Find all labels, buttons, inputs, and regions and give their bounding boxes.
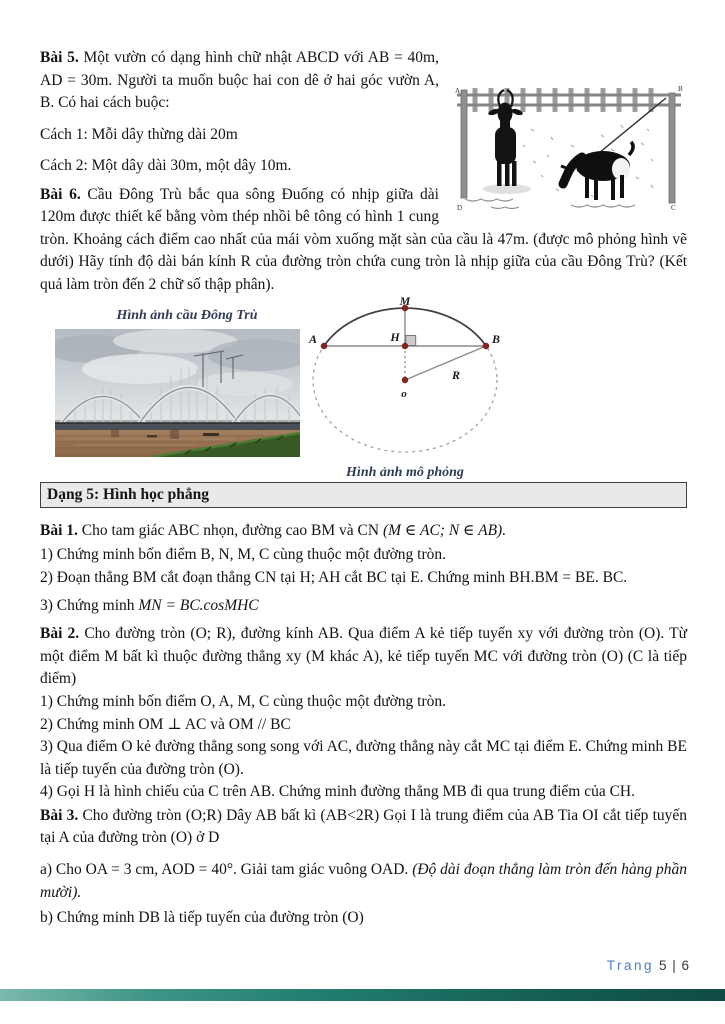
exercise-2-item-2 <box>40 713 687 736</box>
exercise-1-item-3-pre: 3) Chứng minh <box>40 597 135 614</box>
label-r: R <box>451 368 461 382</box>
exercise-2-item-2-mid: và <box>210 716 225 733</box>
exercise-3-a-mid: Giải tam giác vuông OAD. <box>240 860 409 878</box>
exercise-1-math: (M ∈ AC; N ∈ AB). <box>382 522 507 539</box>
option-2-line: Cách 2: Một dây dài 30m, một dây 10m. <box>40 157 292 174</box>
label-m: M <box>399 296 411 308</box>
footer-page-number: 5 | 6 <box>658 958 690 973</box>
goat-corner-a: A <box>455 87 461 95</box>
goat-corner-d: D <box>457 204 463 212</box>
fence-post-left <box>461 90 467 198</box>
exercise-6-label: Bài 6. <box>40 185 81 203</box>
exercise-2-text: Cho đường tròn (O; R), đường kính AB. Qua điểm A kẻ tiếp tuyến xy với đường tròn (O). Từ một điểm M bất kì thuộc đường thẳng xy (M khác A), kẻ tiếp tuyến MC với đường tròn (O) (C là tiếp điểm) <box>40 625 687 687</box>
radius-ob <box>405 346 486 380</box>
label-h: H <box>390 330 400 344</box>
footer-page-label: Trang <box>606 958 654 973</box>
goat-corner-c: C <box>671 204 676 212</box>
exercise-2-item-1: 1) Chứng minh bốn điểm O, A, M, C cùng thuộc một đường tròn. <box>40 692 447 710</box>
bridge-caption: Hình ảnh cầu Đông Trù <box>116 308 258 323</box>
exercise-3-a-math: OA = 3 cm, AOD = 40°. <box>85 860 237 878</box>
exercise-2-item-2-pre: 2) Chứng minh <box>40 716 135 733</box>
exercise-2-head <box>40 623 687 691</box>
exercise-3-label: Bài 3. <box>40 806 79 824</box>
fence-post-right <box>669 93 675 203</box>
option-1-line: Cách 1: Mỗi dây thừng dài 20m <box>40 125 238 143</box>
exercise-1-label: Bài 1. <box>40 522 78 539</box>
exercise-2-item-2-math2: OM // BC <box>228 716 291 733</box>
label-o: o <box>401 388 407 400</box>
exercise-5-text: Một vườn có dạng hình chữ nhật ABCD với AB = 40m, AD = 30m. Người ta muốn buộc hai con dê ở hai góc vườn A, B. Có hai cách buộc: <box>40 49 439 111</box>
bridge-photo <box>55 329 300 457</box>
exercise-1-text: Cho tam giác ABC nhọn, đường cao BM và CN <box>81 522 380 539</box>
exercise-2-item-3: 3) Qua điểm O kẻ đường thẳng song song với AC, đường thẳng này cắt MC tại điểm E. Chứng minh BE là tiếp tuyến của đường tròn (O). <box>40 738 687 778</box>
label-a: A <box>308 332 318 346</box>
exercise-3-a-note: (Độ dài đoạn thẳng làm tròn đến hàng phần mười). <box>40 860 687 901</box>
exercise-1-item-2: 2) Đoạn thẳng BM cắt đoạn thẳng CN tại H; AH cắt BC tại E. Chứng minh BH.BM = BE. BC. <box>40 568 628 586</box>
footer-accent-bar <box>0 989 725 1001</box>
exercise-3-item-a <box>40 858 687 904</box>
bridge-figure <box>55 306 301 457</box>
exercise-1-head <box>40 518 687 544</box>
goat-sketch-image <box>451 85 687 213</box>
simulation-caption: Hình ảnh mô phỏng <box>346 465 464 480</box>
circle-diagram-figure <box>304 296 506 483</box>
circle-diagram <box>305 296 505 460</box>
exercise-1-item-3 <box>40 594 687 617</box>
page-footer <box>607 958 690 973</box>
exercise-3-item-b: b) Chứng minh DB là tiếp tuyến của đường tròn (O) <box>40 908 364 926</box>
exercise-3-head <box>40 805 687 850</box>
label-b: B <box>491 332 501 346</box>
exercise-1-item-1: 1) Chứng minh bốn điểm B, N, M, C cùng thuộc một đường tròn. <box>40 546 447 563</box>
goat-garden-figure <box>451 85 687 213</box>
exercise-2-item-4: 4) Gọi H là hình chiếu của C trên AB. Chứng minh đường thẳng MB đi qua trung điểm của CH. <box>40 783 635 800</box>
exercise-3-a-pre: a) Cho <box>40 860 82 878</box>
figures-row <box>40 296 687 482</box>
goat-corner-b: B <box>678 85 683 93</box>
exercise-2-item-2-math1: OM ⊥ AC <box>138 716 207 733</box>
exercise-1-item-3-math: MN = BC.cosMHC <box>138 597 259 614</box>
section-header: Dạng 5: Hình học phẳng <box>40 482 687 508</box>
exercise-6-text: Cầu Đông Trù bắc qua sông Đuống có nhịp giữa dài 120m được thiết kế bằng vòm thép nhồi bê tông có hình 1 cung tròn. Khoảng cách điểm cao nhất của mái vòm xuống mặt sàn của cầu là 47m. (được mô phỏng hình vẽ dưới) Hãy tính độ dài bán kính R của đường tròn chứa cung tròn là nhịp giữa của cầu Đông Trù? (Kết quả làm tròn đến 2 chữ số thập phân). <box>40 185 687 293</box>
exercise-5-label: Bài 5. <box>40 49 79 66</box>
exercise-2-label: Bài 2. <box>40 625 80 642</box>
exercise-3-text: Cho đường tròn (O;R) Dây AB bất kì (AB<2R) Gọi I là trung điểm của AB Tia OI cắt tiếp tuyến tại A của đường tròn (O) ở D <box>40 806 688 846</box>
